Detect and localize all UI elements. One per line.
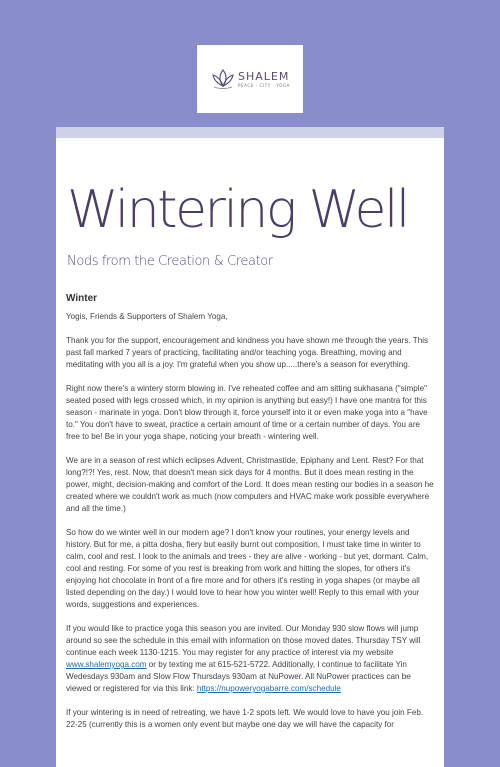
logo (210, 68, 290, 90)
lotus-icon (210, 68, 236, 90)
paragraph-retreat: If your wintering is in need of retreating, we have 1-2 spots left. We would love to have you join Feb. 22-25 (currently this is a women only event but maybe one day we will have the capacity for (66, 708, 424, 729)
logo-tagline: PEACE · CITY · YOGA (237, 82, 291, 88)
logo-box[interactable] (197, 45, 303, 113)
practice-text-a: If you would like to practice yoga this season you are invited. Our Monday 930 slow flows will jump around so see the schedule in this email with information on those moved dates. Thursday TSY will continue each week 1130-1215. You may register for any practice of interest via my website (66, 624, 421, 657)
paragraph-practice (66, 623, 436, 695)
section-heading: Winter (66, 293, 98, 304)
schedule-link[interactable]: https://nupoweryogabarre.com/schedule (196, 684, 341, 693)
greeting: Yogis, Friends & Supporters of Shalem Yoga, (66, 312, 228, 321)
card-top-band (56, 127, 444, 138)
newsletter-body (66, 293, 436, 743)
paragraph-winter-well: So how do we winter well in our modern age? I don't know your routines, your energy levels and history. But for me, a pitta dosha, fiery but easily burnt out composition, I must take time in winter to calm, cool and rest. I look to the animals and trees - they are alive - working - but yet, dormant. Calm, cool and resting. For some of you rest is breaking from work and hitting the slopes, for others it's enjoying hot chocolate in front of a fire more and for others it's resting in yoga shapes (or maybe all listed depending on the day.) I would love to hear how you winter well! Reply to this email with your words, suggestions and experiences. (66, 528, 429, 609)
newsletter-subtitle: Nods from the Creation & Creator (67, 254, 273, 269)
newsletter-card (56, 127, 444, 767)
logo-name: SHALEM (237, 69, 290, 83)
paragraph-rest: We are in a season of rest which eclipses Advent, Christmastide, Epiphany and Lent. Rest? For that long?!?! Yes, rest. Now, that doesn't mean sick days for 4 months. But it does mean resting in the power, might, decision-making and comfort of the Lord. It does mean resting our bodies in a season he created where we couldn't work as much (now computers and HVAC make work possible everywhere and all the time.) (66, 456, 434, 513)
paragraph-storm: Right now there's a wintery storm blowing in. I've reheated coffee and am sitting sukhasana ("simple" seated posed with legs crossed which, in my opinion is anything but easy!) I have one mantra for this season - marinate in yoga. Don't blow through it, force yourself into it or even make yoga into a "have to." You don't have to sweat, practice a certain amount of time or a certain number of days. You are free to be! Be in your yoga shape, noticing your breath - wintering well. (66, 384, 428, 441)
newsletter-title: Wintering Well (67, 180, 408, 240)
paragraph-gratitude: Thank you for the support, encouragement and kindness you have shown me through the years. This past fall marked 7 years of practicing, facilitating and/or teaching yoga. Breathing, moving and meditating with you all is a joy. I'm grateful when you show up.....there's a season for everything. (66, 336, 429, 369)
website-link[interactable]: www.shalemyoga.com (66, 660, 147, 669)
practice-text-b: or by texting me at 615-521-5722. Additionally, I continue to facilitate Yin Wedesdays 930am and Slow Flow Thursdays 930am at NuPower. All NuPower practices can be viewed or registered for via this link: (66, 660, 411, 693)
